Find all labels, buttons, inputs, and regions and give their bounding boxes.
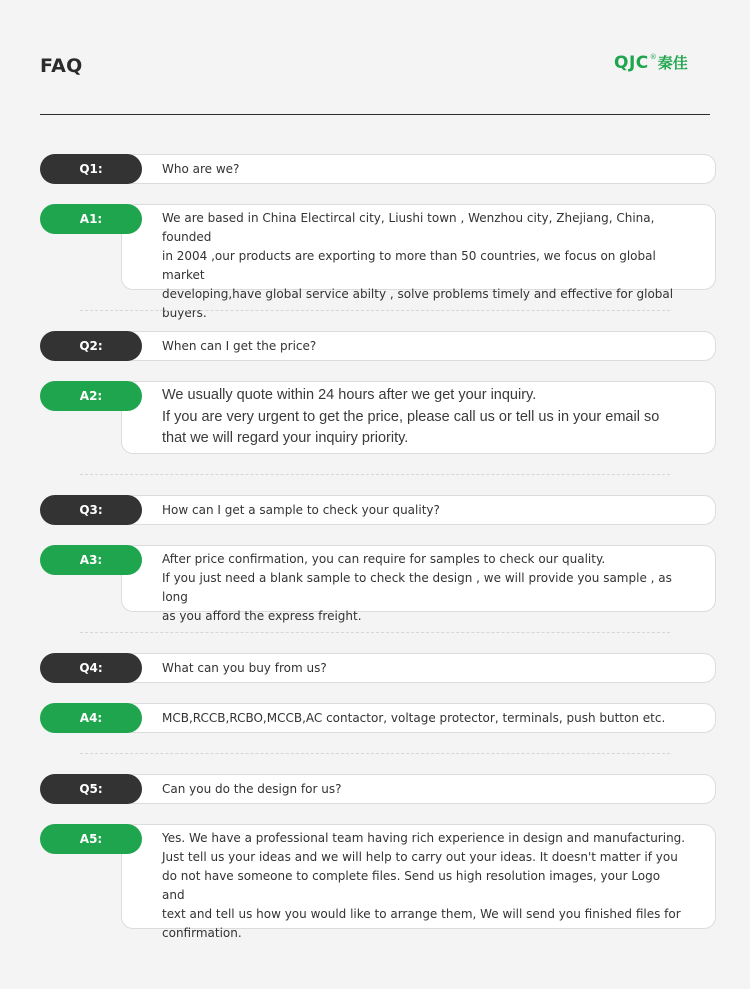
answer-line: developing,have global service abilty , solve problems timely and effective for global	[162, 287, 674, 301]
answer-line: that we will regard your inquiry priority.	[162, 430, 409, 446]
brand-logo	[614, 52, 688, 74]
page-title: FAQ	[40, 55, 83, 77]
answer-line: confirmation.	[162, 926, 242, 940]
section-divider	[80, 310, 670, 311]
faq-item-5	[40, 774, 716, 940]
answer-row	[40, 204, 716, 320]
answer-line: as you afford the express freight.	[162, 609, 362, 623]
question-text: How can I get a sample to check your quality?	[162, 503, 440, 517]
answer-line: MCB,RCCB,RCBO,MCCB,AC contactor, voltage protector, terminals, push button etc.	[162, 711, 666, 725]
question-label: Q5:	[40, 774, 142, 804]
logo-registered-mark: ®	[649, 53, 657, 61]
question-label: Q3:	[40, 495, 142, 525]
question-text: When can I get the price?	[162, 339, 317, 353]
logo-text: QJC	[614, 53, 649, 73]
question-label: Q1:	[40, 154, 142, 184]
answer-text	[162, 709, 686, 728]
faq-item-3	[40, 495, 716, 623]
answer-row	[40, 545, 716, 623]
answer-line: buyers.	[162, 306, 207, 320]
faq-item-2	[40, 331, 716, 446]
answer-line: If you are very urgent to get the price, please call us or tell us in your email so	[162, 408, 660, 425]
answer-text	[162, 385, 686, 450]
answer-row	[40, 824, 716, 940]
question-row	[40, 774, 716, 804]
question-label: Q4:	[40, 653, 142, 683]
answer-label: A4:	[40, 703, 142, 733]
faq-item-4	[40, 653, 716, 725]
answer-line: in 2004 ,our products are exporting to more than 50 countries, we focus on global market	[162, 249, 656, 282]
answer-text	[162, 829, 686, 943]
answer-line: After price confirmation, you can require for samples to check our quality.	[162, 552, 606, 566]
answer-text	[162, 550, 686, 626]
answer-label: A2:	[40, 381, 142, 411]
answer-label: A5:	[40, 824, 142, 854]
section-divider	[80, 474, 670, 475]
answer-label: A1:	[40, 204, 142, 234]
logo-chinese-text: 秦佳	[657, 54, 688, 72]
section-divider	[80, 632, 670, 633]
question-row	[40, 331, 716, 361]
answer-label: A3:	[40, 545, 142, 575]
answer-row	[40, 703, 716, 733]
question-text: Who are we?	[162, 162, 240, 176]
question-row	[40, 154, 716, 184]
answer-line: We are based in China Electircal city, Liushi town , Wenzhou city, Zhejiang, China, founded	[162, 211, 655, 244]
answer-row	[40, 381, 716, 454]
answer-line: text and tell us how you would like to arrange them, We will send you finished files for	[162, 907, 681, 921]
answer-line: We usually quote within 24 hours after we get your inquiry.	[162, 387, 537, 403]
question-row	[40, 653, 716, 683]
section-divider	[80, 753, 670, 754]
faq-item-1	[40, 154, 716, 320]
question-text: What can you buy from us?	[162, 661, 327, 675]
answer-line: Yes. We have a professional team having rich experience in design and manufacturing.	[162, 831, 686, 845]
question-row	[40, 495, 716, 525]
answer-line: Just tell us your ideas and we will help to carry out your ideas. It doesn't matter if you	[162, 850, 678, 864]
header-divider	[40, 114, 710, 115]
answer-line: do not have someone to complete files. Send us high resolution images, your Logo and	[162, 869, 661, 902]
question-label: Q2:	[40, 331, 142, 361]
answer-line: If you just need a blank sample to check the design , we will provide you sample , as long	[162, 571, 672, 604]
answer-text	[162, 209, 686, 323]
question-text: Can you do the design for us?	[162, 782, 342, 796]
